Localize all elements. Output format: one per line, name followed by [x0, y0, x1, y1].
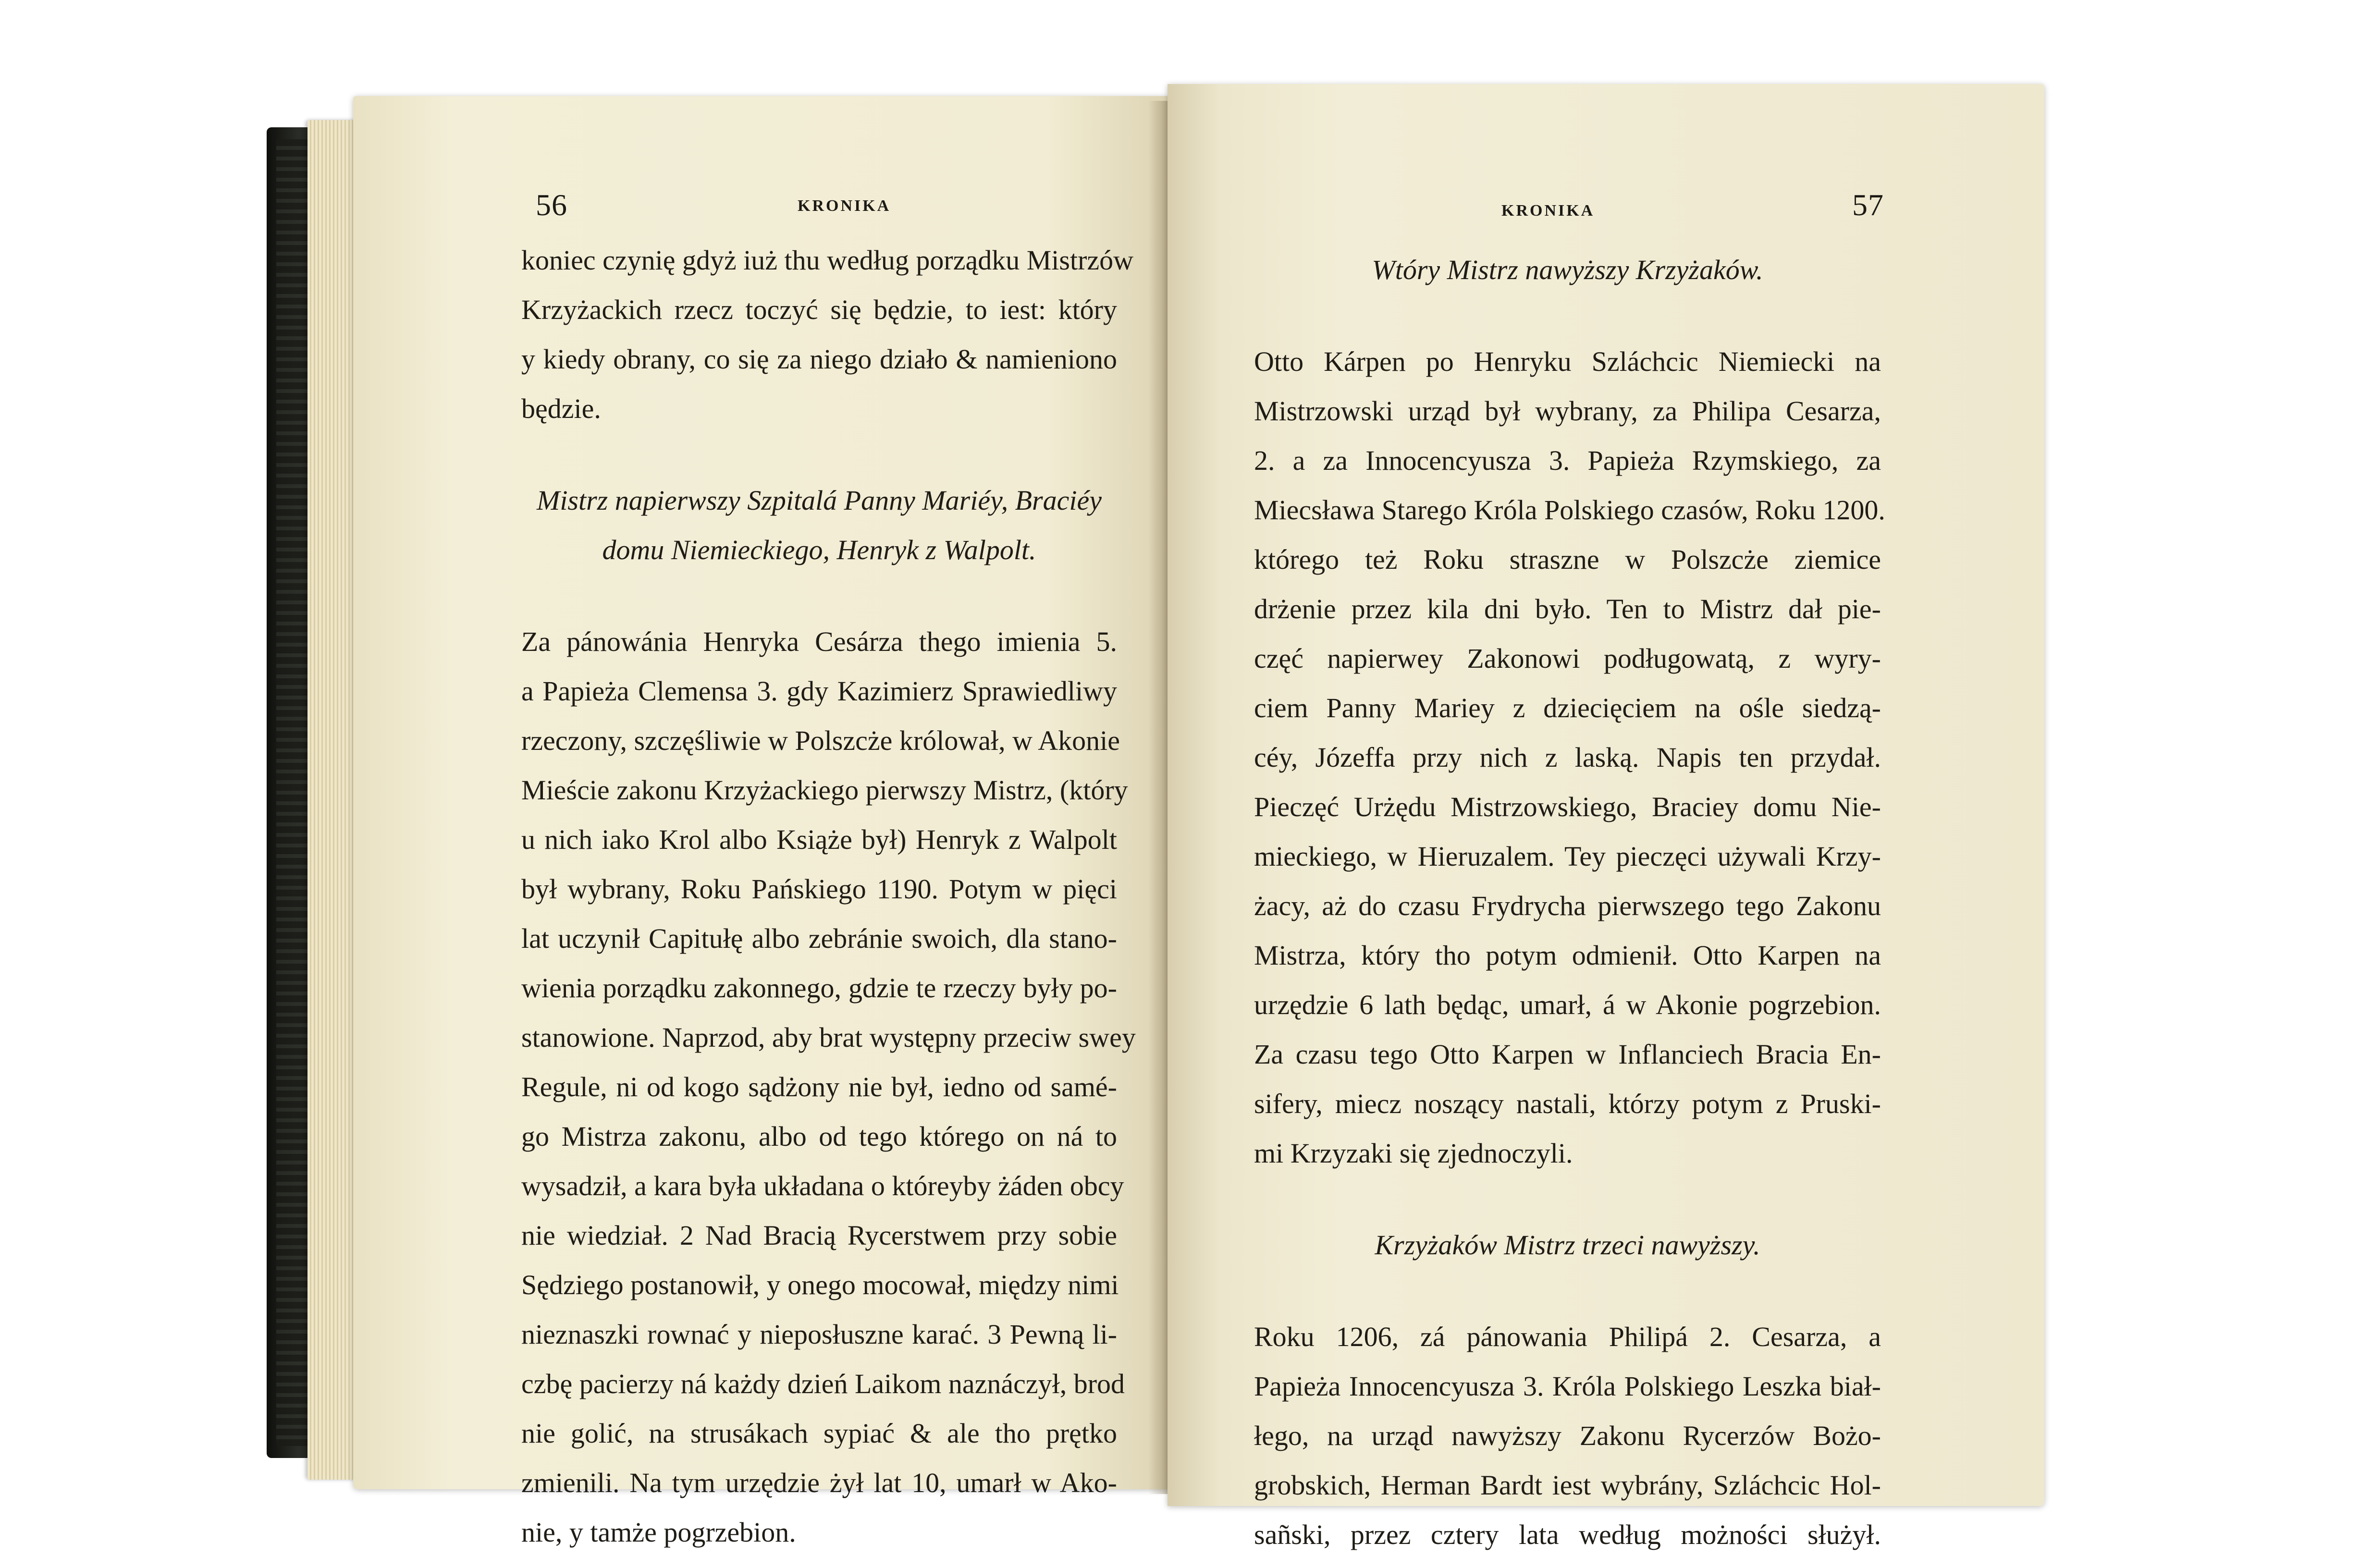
text-line: ciem Panny Mariey z dziecięciem na ośle siedzą-: [1254, 692, 1881, 723]
text-line: nieznaszki rownać y nieposłuszne karać. 3 Pewną li-: [521, 1319, 1117, 1350]
text-line: którego też Roku straszne w Polszcże ziemice: [1254, 544, 1881, 575]
section-heading: domu Niemieckiego, Henryk z Walpolt.: [602, 534, 1036, 565]
right-page-body: [1254, 245, 1885, 1559]
text-line: nie, y tamże pogrzebion.: [521, 1517, 796, 1548]
running-head-right: KRONIKA: [1501, 202, 1595, 220]
text-line: Regule, ni od kogo sądżony nie był, iedno od samé-: [521, 1071, 1117, 1102]
text-line: Miecsława Starego Króla Polskiego czasów, Roku 1200.: [1254, 494, 1885, 526]
text-line: czbę pacierzy ná każdy dzień Laikom naznáczył, brod: [521, 1368, 1125, 1399]
text-line: łego, na urząd nawyższy Zakonu Rycerzów Bożo-: [1254, 1420, 1881, 1451]
text-line: céy, Józeffa przy nich z laską. Napis ten przydał.: [1254, 742, 1881, 773]
left-page-body: [521, 235, 1136, 1557]
text-line: Sędziego postanowił, y onego mocował, między nimi: [521, 1269, 1119, 1300]
text-line: Mieście zakonu Krzyżackiego pierwszy Mistrz, (który: [521, 774, 1128, 806]
section-heading: Krzyżaków Mistrz trzeci nawyższy.: [1375, 1229, 1760, 1261]
text-line: rzeczony, szczęśliwie w Polszcże królował, w Akonie: [521, 725, 1120, 756]
text-line: będzie.: [521, 393, 601, 424]
text-line: wienia porządku zakonnego, gdzie te rzeczy były po-: [521, 972, 1117, 1004]
text-line: koniec czynię gdyż iuż thu według porządku Mistrzów: [521, 245, 1134, 276]
text-line: lat uczynił Capitułę albo zebránie swoich, dla stano-: [521, 923, 1117, 954]
section-heading: Mistrz napierwszy Szpitalá Panny Mariéy, Braciéy: [537, 485, 1102, 516]
text-line: Krzyżackich rzecz toczyć się będzie, to iest: który: [521, 294, 1117, 325]
text-line: urzędzie 6 lath będąc, umarł, á w Akonie pogrzebion.: [1254, 989, 1881, 1020]
text-line: Za pánowánia Henryka Cesárza thego imienia 5.: [521, 626, 1117, 657]
text-line: Mistrzowski urząd był wybrany, za Philipa Cesarza,: [1254, 395, 1881, 427]
text-line: mieckiego, w Hieruzalem. Tey pieczęci używali Krzy-: [1254, 841, 1881, 872]
right-page: [1168, 84, 2044, 1550]
text-line: y kiedy obrany, co się za niego działo & namieniono: [521, 343, 1117, 375]
text-line: był wybrany, Roku Pańskiego 1190. Potym w pięci: [521, 873, 1117, 905]
text-line: mi Krzyzaki się zjednoczyli.: [1254, 1138, 1573, 1169]
text-line: zmienili. Na tym urzędzie żył lat 10, umarł w Ako-: [521, 1467, 1117, 1498]
text-line: go Mistrza zakonu, albo od tego którego on ná to: [521, 1121, 1117, 1152]
text-line: Roku 1206, zá pánowania Philipá 2. Cesarza, a: [1254, 1321, 1881, 1352]
text-line: Papieża Innocencyusza 3. Króla Polskiego Leszka biał-: [1254, 1371, 1881, 1402]
section-heading: Wtóry Mistrz nawyższy Krzyżaków.: [1372, 254, 1763, 285]
page-number-left: 56: [536, 188, 567, 222]
text-line: wysadził, a kara była układana o któreyby żáden obcy: [521, 1170, 1124, 1201]
text-line: a Papieża Clemensa 3. gdy Kazimierz Sprawiedliwy: [521, 675, 1117, 707]
text-line: częć napierwey Zakonowi podługowatą, z wyry-: [1254, 643, 1881, 674]
text-line: u nich iako Krol albo Książe był) Henryk z Walpolt: [521, 824, 1117, 855]
text-line: sifery, miecz noszący nastali, którzy potym z Pruski-: [1254, 1088, 1881, 1119]
text-line: stanowione. Naprzod, aby brat występny przeciw swey: [521, 1022, 1136, 1053]
text-line: nie golić, na strusákach sypiać & ale tho prętko: [521, 1418, 1117, 1449]
page-number-right: 57: [1852, 188, 1884, 222]
left-page: [353, 96, 1170, 1548]
text-line: żacy, aż do czasu Frydrycha pierwszego tego Zakonu: [1254, 890, 1881, 921]
running-head-left: KRONIKA: [798, 197, 891, 215]
text-line: Za czasu tego Otto Karpen w Inflanciech Bracia En-: [1254, 1039, 1881, 1070]
text-line: Otto Kárpen po Henryku Szláchcic Niemiecki na: [1254, 346, 1881, 377]
text-line: Pieczęć Urżędu Mistrzowskiego, Braciey domu Nie-: [1254, 791, 1881, 822]
text-line: Mistrza, który tho potym odmienił. Otto Karpen na: [1254, 940, 1881, 971]
text-line: grobskich, Herman Bardt iest wybrány, Szláchcic Hol-: [1254, 1470, 1881, 1501]
text-line: drżenie przez kila dni było. Ten to Mistrz dał pie-: [1254, 593, 1881, 625]
text-line: nie wiedział. 2 Nad Bracią Rycerstwem przy sobie: [521, 1220, 1117, 1251]
text-line: 2. a za Innocencyusza 3. Papieża Rzymskiego, za: [1254, 445, 1881, 476]
text-line: sañski, przez cztery lata według możności służył.: [1254, 1519, 1881, 1550]
